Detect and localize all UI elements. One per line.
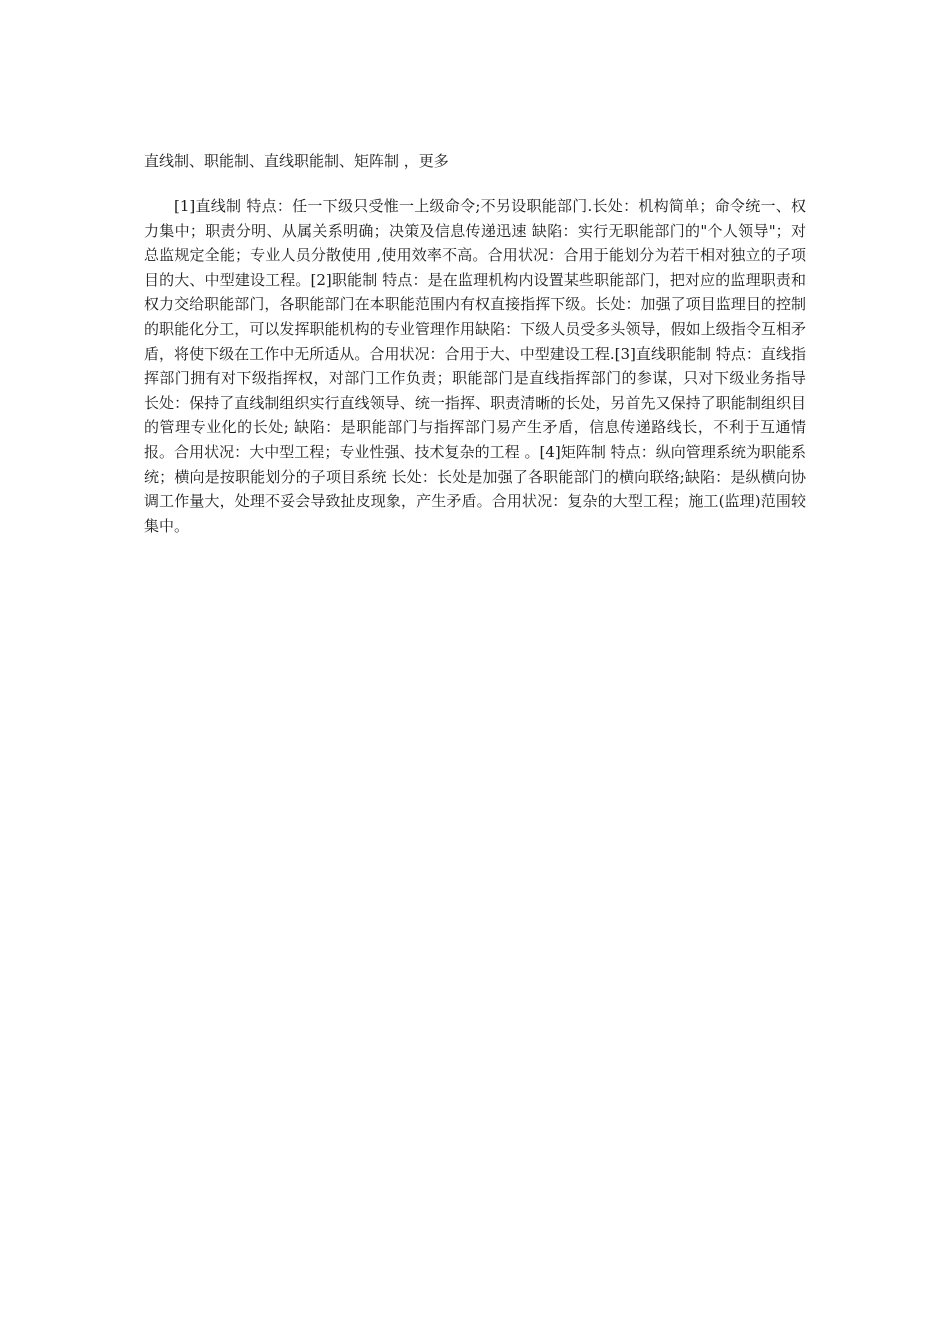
body-paragraph: [1]直线制 特点：任一下级只受惟一上级命令;不另设职能部门.长处：机构简单；命令统一、权力集中；职责分明、从属关系明确；决策及信息传递迅速 缺陷：实行无职能部门的"个人领导"；对总监规定全能；专业人员分散使用 ,使用效率不高。合用状况：合用于能划分为若干相对独立的子项目的大、中型建设工程。[2]职能制 特点：是在监理机构内设置某些职能部门，把对应的监理职责和权力交给职能部门，各职能部门在本职能范围内有权直接指挥下级。长处：加强了项目监理目的控制的职能化分工，可以发挥职能机构的专业管理作用缺陷：下级人员受多头领导，假如上级指令互相矛盾，将使下级在工作中无所适从。合用状况：合用于大、中型建设工程.[3]直线职能制 特点：直线指挥部门拥有对下级指挥权，对部门工作负责；职能部门是直线指挥部门的参谋，只对下级业务指导 长处：保持了直线制组织实行直线领导、统一指挥、职责清晰的长处，另首先又保持了职能制组织目的管理专业化的长处; 缺陷：是职能部门与指挥部门易产生矛盾，信息传递路线长，不利于互通情报。合用状况：大中型工程；专业性强、技术复杂的工程 。[4]矩阵制 特点：纵向管理系统为职能系统；横向是按职能划分的子项目系统 长处：长处是加强了各职能部门的横向联络;缺陷：是纵横向协调工作量大，处理不妥会导致扯皮现象，产生矛盾。合用状况：复杂的大型工程；施工(监理)范围较集中。: [144, 197, 806, 535]
heading-line: 直线制、职能制、直线职能制、矩阵制 ，更多: [144, 152, 449, 170]
document-content: [144, 148, 806, 538]
